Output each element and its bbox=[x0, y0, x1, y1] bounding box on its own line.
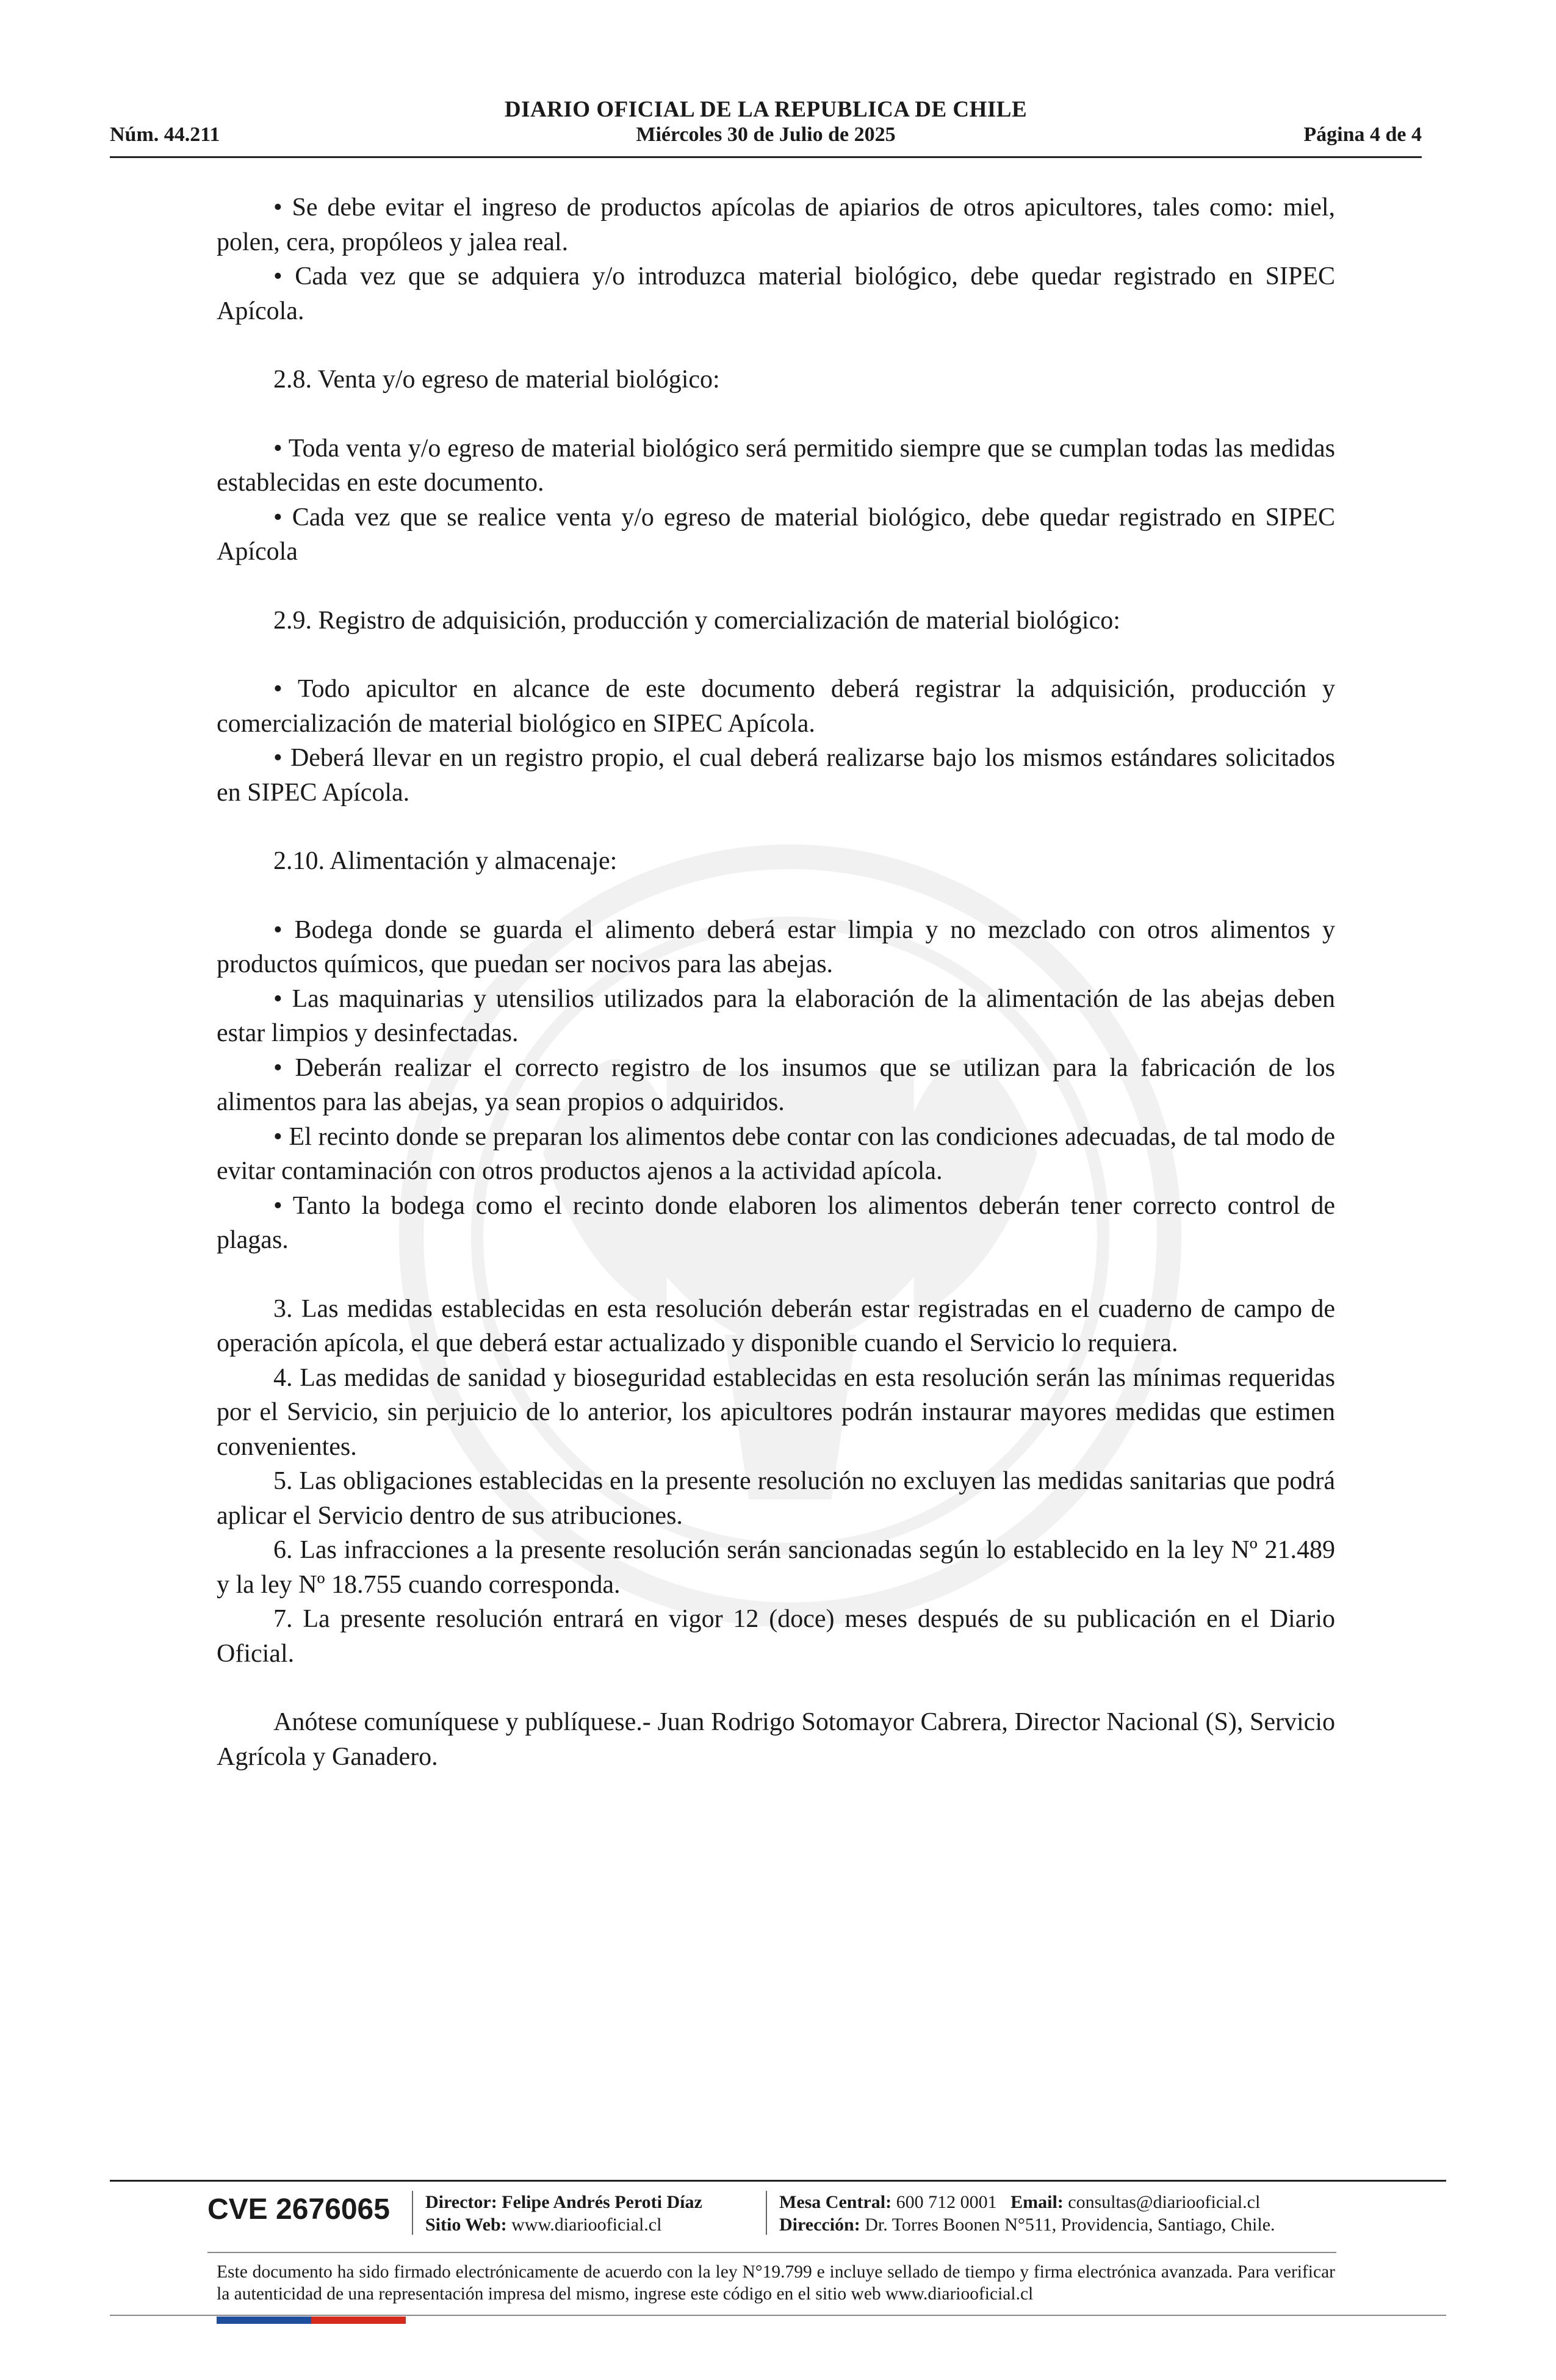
issue-date: Miércoles 30 de Julio de 2025 bbox=[636, 123, 896, 146]
paragraph: • Deberán realizar el correcto registro de los insumos que se utilizan para la fabricación de los alimentos para las abejas, ya sean propios o adquiridos. bbox=[217, 1053, 1335, 1116]
footer-separator bbox=[766, 2191, 767, 2235]
section-heading: 2.8. Venta y/o egreso de material biológico: bbox=[273, 366, 720, 394]
paragraph: 5. Las obligaciones establecidas en la presente resolución no excluyen las medidas sanitarias que podrá aplicar el Servicio dentro de sus atribuciones. bbox=[217, 1467, 1335, 1530]
closing-signature: Anótese comuníquese y publíquese.- Juan Rodrigo Sotomayor Cabrera, Director Nacional (S), Servicio Agrícola y Ganadero. bbox=[217, 1708, 1335, 1771]
cve-code: CVE 2676065 bbox=[207, 2193, 390, 2226]
mesa-label: Mesa Central: bbox=[779, 2192, 892, 2212]
paragraph: 6. Las infracciones a la presente resolución serán sancionadas según lo establecido en la ley Nº 21.489 y la ley Nº 18.755 cuando corresponda. bbox=[217, 1536, 1335, 1599]
paragraph: • El recinto donde se preparan los alimentos debe contar con las condiciones adecuadas, de tal modo de evitar contaminación con otros productos ajenos a la actividad apícola. bbox=[217, 1122, 1335, 1185]
website-label: Sitio Web: bbox=[425, 2215, 507, 2235]
mesa-phone: 600 712 0001 bbox=[896, 2192, 997, 2212]
signature-notice: Este documento ha sido firmado electrónicamente de acuerdo con la ley N°19.799 e incluye sellado de tiempo y firma electrónica avanzada. Para verificar la autenticidad de una representación impresa del mismo, ingrese este código en el sitio web www.diariooficial.cl bbox=[217, 2262, 1335, 2304]
section-heading: 2.9. Registro de adquisición, producción y comercialización de material biológico: bbox=[273, 606, 1120, 635]
publication-title: DIARIO OFICIAL DE LA REPUBLICA DE CHILE bbox=[504, 97, 1028, 122]
page-header bbox=[110, 92, 1422, 159]
paragraph: • Las maquinarias y utensilios utilizados para la elaboración de la alimentación de las abejas deben estar limpios y desinfectadas. bbox=[217, 984, 1335, 1047]
paragraph: • Toda venta y/o egreso de material biológico será permitido siempre que se cumplan todas las medidas establecidas en este documento. bbox=[217, 434, 1335, 497]
footer-divider bbox=[110, 2180, 1446, 2182]
paragraph: 4. Las medidas de sanidad y bioseguridad establecidas en esta resolución serán las mínimas requeridas por el Servicio, sin perjuicio de lo anterior, los apicultores podrán instaurar mayores medidas que estimen convenientes. bbox=[217, 1363, 1335, 1461]
email-label: Email: bbox=[1010, 2192, 1064, 2212]
paragraph: 3. Las medidas establecidas en esta resolución deberán estar registradas en el cuaderno de campo de operación apícola, el que deberá estar actualizado y disponible cuando el Servicio lo requiera. bbox=[217, 1294, 1335, 1357]
footer-inner-divider bbox=[207, 2252, 1336, 2253]
issue-number: Núm. 44.211 bbox=[110, 123, 220, 146]
paragraph: • Se debe evitar el ingreso de productos apícolas de apiarios de otros apicultores, tales como: miel, polen, cera, propóleos y jalea real. bbox=[217, 193, 1335, 256]
document-body bbox=[217, 190, 1335, 1774]
director-label: Director: bbox=[425, 2192, 497, 2212]
footer-bottom-divider bbox=[110, 2315, 1446, 2316]
header-divider bbox=[110, 156, 1422, 158]
section-heading: 2.10. Alimentación y almacenaje: bbox=[273, 847, 618, 875]
director-name: Felipe Andrés Peroti Díaz bbox=[502, 2192, 702, 2212]
paragraph: • Cada vez que se realice venta y/o egreso de material biológico, debe quedar registrado en SIPEC Apícola bbox=[217, 503, 1335, 566]
footer-separator bbox=[412, 2191, 413, 2235]
paragraph: • Deberá llevar en un registro propio, el cual deberá realizarse bajo los mismos estándares solicitados en SIPEC Apícola. bbox=[217, 744, 1335, 807]
email-link[interactable]: consultas@diariooficial.cl bbox=[1068, 2192, 1261, 2212]
address-value: Dr. Torres Boonen N°511, Providencia, Santiago, Chile. bbox=[865, 2215, 1275, 2235]
paragraph: 7. La presente resolución entrará en vigor 12 (doce) meses después de su publicación en el Diario Oficial. bbox=[217, 1605, 1335, 1668]
paragraph: • Todo apicultor en alcance de este documento deberá registrar la adquisición, producción y comercialización de material biológico en SIPEC Apícola. bbox=[217, 675, 1335, 738]
paragraph: • Bodega donde se guarda el alimento deberá estar limpia y no mezclado con otros alimentos y productos químicos, que puedan ser nocivos para las abejas. bbox=[217, 915, 1335, 978]
address-label: Dirección: bbox=[779, 2215, 860, 2235]
footer-director-block bbox=[425, 2191, 702, 2236]
flag-stripe-red bbox=[311, 2317, 406, 2324]
paragraph: • Tanto la bodega como el recinto donde elaboren los alimentos deberán tener correcto control de plagas. bbox=[217, 1191, 1335, 1254]
flag-stripe-blue bbox=[217, 2317, 311, 2324]
page-indicator: Página 4 de 4 bbox=[1303, 123, 1422, 146]
footer-contact-block bbox=[779, 2191, 1275, 2236]
paragraph: • Cada vez que se adquiera y/o introduzca material biológico, debe quedar registrado en SIPEC Apícola. bbox=[217, 262, 1335, 325]
website-link[interactable]: www.diariooficial.cl bbox=[511, 2215, 662, 2235]
